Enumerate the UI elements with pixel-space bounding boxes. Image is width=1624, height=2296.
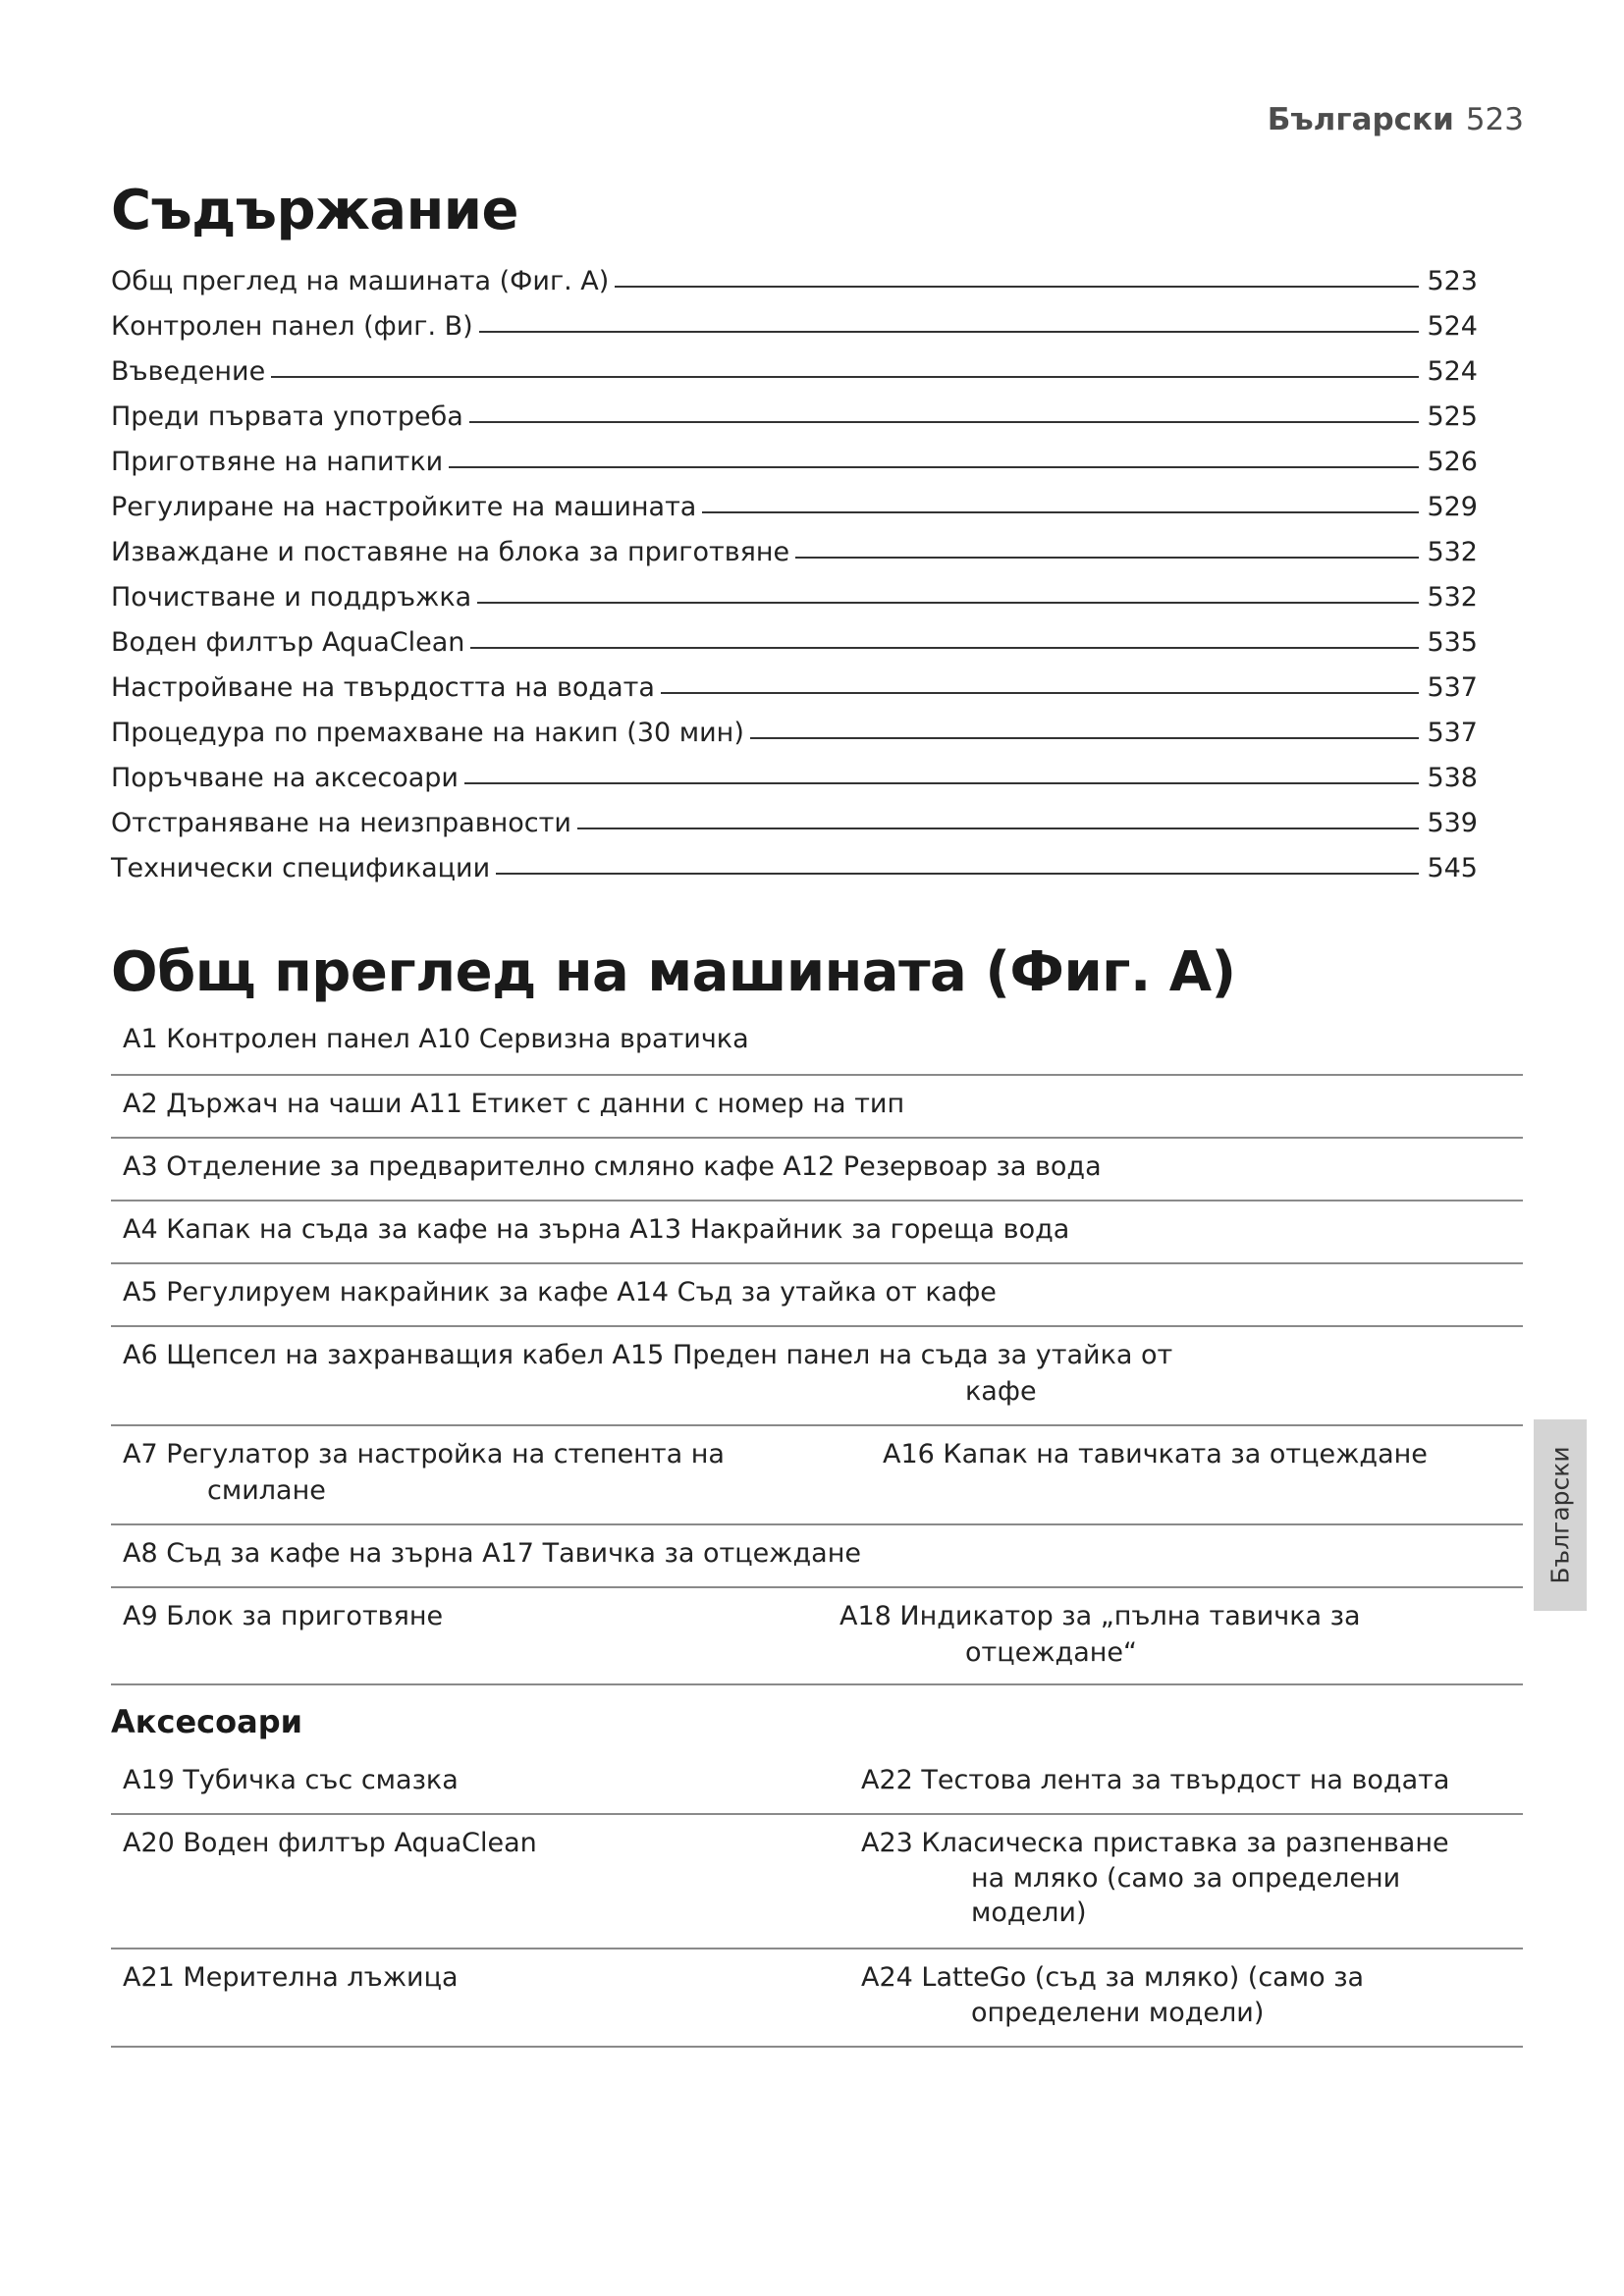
page-number: 523 (1465, 102, 1524, 137)
accessories-cell-right-cont: определени модели) (971, 1998, 1265, 2028)
toc-entry[interactable] (111, 838, 1478, 883)
parts-table (111, 1013, 1523, 1685)
toc-entry-page: 529 (1427, 492, 1478, 522)
toc-entry-page: 523 (1427, 266, 1478, 296)
toc-entry-page: 524 (1427, 311, 1478, 342)
accessories-row (111, 1751, 1523, 1815)
toc-leader (615, 286, 1419, 288)
toc-entry-page: 537 (1427, 672, 1478, 703)
parts-cell-left: A7 Регулатор за настройка на степента на (123, 1439, 725, 1469)
toc-leader (464, 782, 1419, 784)
side-tab-label: Български (1545, 1446, 1575, 1584)
accessories-table (111, 1751, 1523, 2048)
toc-title: Съдържание (111, 179, 518, 242)
accessories-cell-right: A24 LatteGo (съд за мляко) (само за (861, 1962, 1365, 1993)
parts-cell-left: A4 Капак на съда за кафе на зърна A13 Накрайник за гореща вода (123, 1214, 1070, 1245)
toc-entry-title: Отстраняване на неизправности (111, 808, 571, 838)
accessories-cell-left: A20 Воден филтър AquaClean (123, 1828, 537, 1858)
accessories-cell-left: A19 Тубичка със смазка (123, 1765, 459, 1795)
parts-cell-right: A18 Индикатор за „пълна тавичка за (839, 1601, 1361, 1631)
toc-leader (750, 737, 1420, 739)
parts-cell-left: A3 Отделение за предварително смляно кафе A12 Резервоар за вода (123, 1151, 1102, 1182)
header-language: Български (1267, 102, 1454, 137)
toc-leader (477, 602, 1419, 604)
toc-entry-title: Преди първата употреба (111, 401, 463, 432)
toc-entry-title: Процедура по премахване на накип (30 мин) (111, 718, 744, 748)
parts-cell-left: A8 Съд за кафе на зърна A17 Тавичка за отцеждане (123, 1538, 861, 1569)
toc-leader (449, 466, 1419, 468)
parts-row (111, 1139, 1523, 1201)
parts-cell-left: A9 Блок за приготвяне (123, 1601, 444, 1631)
toc-entry[interactable] (111, 342, 1478, 387)
accessories-cell-right: A23 Класическа приставка за разпенване (861, 1828, 1449, 1858)
toc-entry-title: Регулиране на настройките на машината (111, 492, 697, 522)
toc-entry-title: Воден филтър AquaClean (111, 627, 465, 658)
toc-entry-title: Изваждане и поставяне на блока за приготвяне (111, 537, 790, 567)
table-of-contents (111, 251, 1478, 883)
toc-entry-page: 525 (1427, 401, 1478, 432)
parts-cell-right-cont: отцеждане“ (965, 1637, 1138, 1668)
toc-entry-page: 535 (1427, 627, 1478, 658)
toc-entry[interactable] (111, 748, 1478, 793)
parts-cell-left: A2 Държач на чаши A11 Етикет с данни с номер на тип (123, 1089, 905, 1119)
toc-entry-page: 532 (1427, 582, 1478, 613)
toc-entry[interactable] (111, 658, 1478, 703)
parts-cell-right: A16 Капак на тавичката за отцеждане (883, 1439, 1428, 1469)
page-header (1268, 102, 1524, 137)
toc-entry-page: 524 (1427, 356, 1478, 387)
toc-leader (271, 376, 1419, 378)
toc-leader (702, 511, 1419, 513)
parts-row (111, 1525, 1523, 1588)
accessories-cell-right-cont: на мляко (само за определени (971, 1863, 1401, 1894)
toc-entry[interactable] (111, 251, 1478, 296)
toc-entry-title: Настройване на твърдостта на водата (111, 672, 655, 703)
parts-row (111, 1426, 1523, 1525)
toc-entry[interactable] (111, 522, 1478, 567)
parts-row (111, 1588, 1523, 1685)
accessories-row (111, 1815, 1523, 1949)
toc-entry-title: Приготвяне на напитки (111, 447, 444, 477)
toc-entry-title: Поръчване на аксесоари (111, 763, 459, 793)
toc-entry-page: 532 (1427, 537, 1478, 567)
toc-entry-page: 538 (1427, 763, 1478, 793)
toc-entry[interactable] (111, 477, 1478, 522)
toc-entry-page: 545 (1427, 853, 1478, 883)
toc-entry-title: Технически спецификации (111, 853, 491, 883)
toc-entry-page: 539 (1427, 808, 1478, 838)
toc-entry[interactable] (111, 703, 1478, 748)
toc-entry[interactable] (111, 613, 1478, 658)
parts-cell-left: A5 Регулируем накрайник за кафе A14 Съд за утайка от кафе (123, 1277, 997, 1308)
parts-row (111, 1076, 1523, 1139)
toc-entry-title: Общ преглед на машината (Фиг. A) (111, 266, 610, 296)
toc-leader (479, 331, 1420, 333)
toc-entry[interactable] (111, 567, 1478, 613)
parts-cell-left-cont: кафе (965, 1376, 1037, 1407)
accessories-row (111, 1949, 1523, 2048)
toc-leader (577, 828, 1420, 829)
toc-entry[interactable] (111, 793, 1478, 838)
parts-row (111, 1013, 1523, 1076)
toc-leader (661, 692, 1420, 694)
toc-entry[interactable] (111, 432, 1478, 477)
parts-cell-left: A6 Щепсел на захранващия кабел A15 Преден панел на съда за утайка от (123, 1340, 1173, 1370)
parts-row (111, 1201, 1523, 1264)
language-side-tab (1534, 1419, 1587, 1611)
toc-entry-page: 526 (1427, 447, 1478, 477)
parts-cell-left: A1 Контролен панел A10 Сервизна вратичка (123, 1024, 749, 1054)
toc-entry[interactable] (111, 296, 1478, 342)
toc-entry-title: Почистване и поддръжка (111, 582, 472, 613)
toc-leader (496, 873, 1419, 875)
accessories-cell-left: A21 Мерителна лъжица (123, 1962, 459, 1993)
overview-title: Общ преглед на машината (Фиг. A) (111, 940, 1236, 1004)
toc-entry[interactable] (111, 387, 1478, 432)
accessories-cell-right-cont: модели) (971, 1897, 1087, 1928)
toc-leader (470, 647, 1419, 649)
toc-leader (469, 421, 1420, 423)
toc-entry-title: Контролен панел (фиг. B) (111, 311, 473, 342)
toc-entry-page: 537 (1427, 718, 1478, 748)
toc-leader (795, 557, 1419, 559)
accessories-cell-right: A22 Тестова лента за твърдост на водата (861, 1765, 1450, 1795)
parts-row (111, 1327, 1523, 1426)
parts-row (111, 1264, 1523, 1327)
accessories-title: Аксесоари (111, 1703, 303, 1740)
toc-entry-title: Въведение (111, 356, 266, 387)
parts-cell-left-cont: смилане (207, 1475, 326, 1506)
